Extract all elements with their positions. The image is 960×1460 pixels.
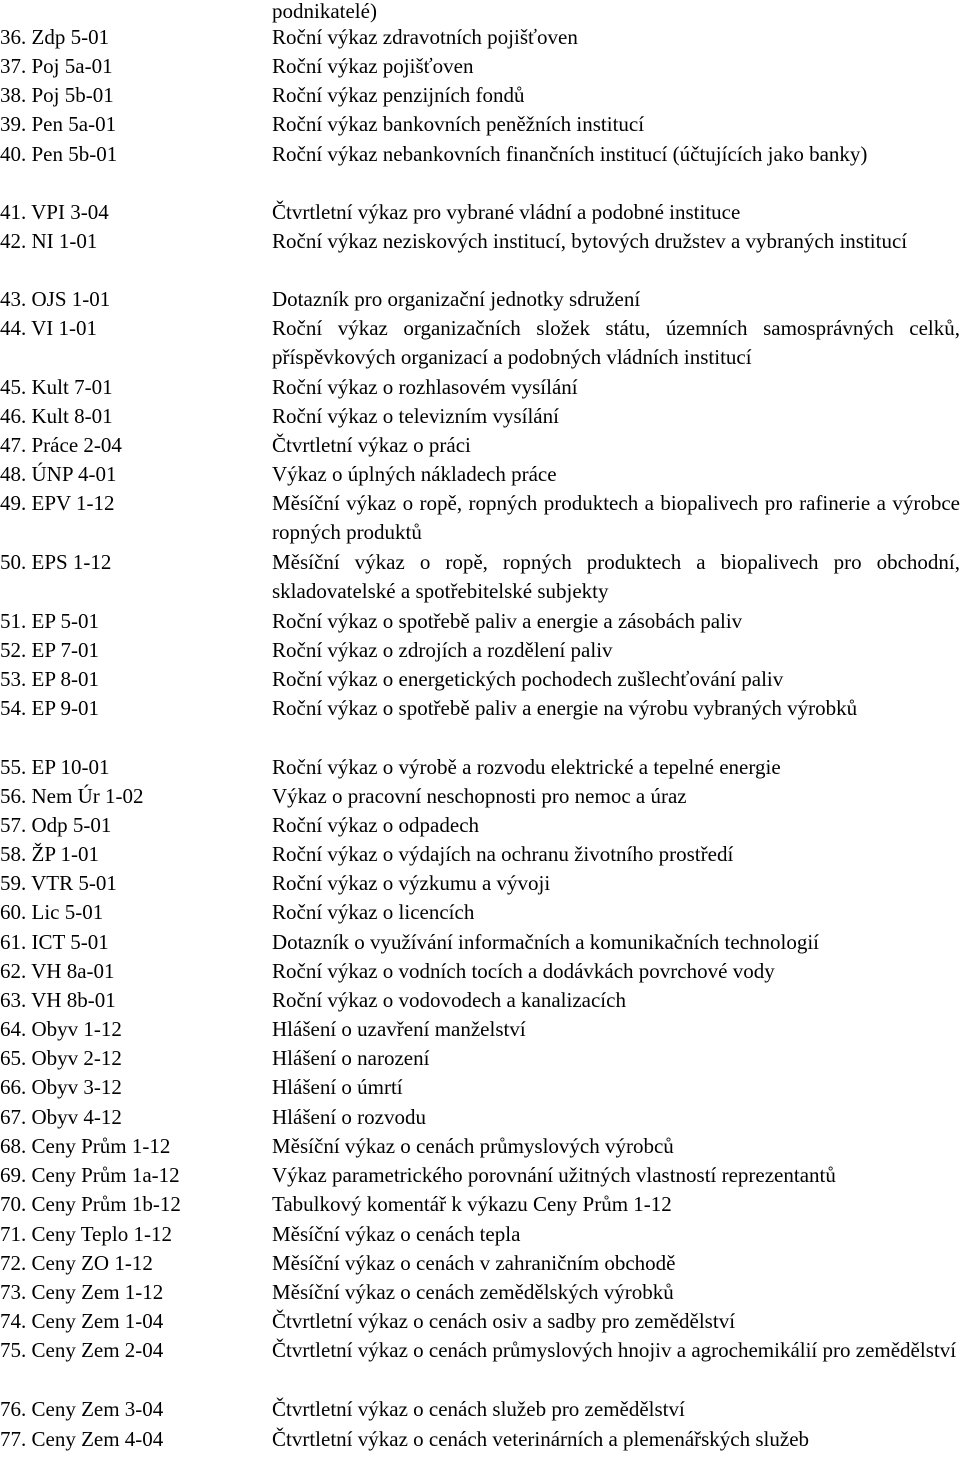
form-description: Měsíční výkaz o cenách v zahraničním obchodě — [272, 1251, 676, 1275]
form-code: 39. Pen 5a-01 — [0, 112, 117, 136]
form-code: 69. Ceny Prům 1a-12 — [0, 1163, 180, 1187]
form-code: 43. OJS 1-01 — [0, 287, 111, 311]
form-code: 36. Zdp 5-01 — [0, 25, 110, 49]
form-description: Roční výkaz o zdrojích a rozdělení paliv — [272, 638, 613, 662]
form-description: Roční výkaz o výrobě a rozvodu elektrické a tepelné energie — [272, 755, 781, 779]
form-description: Roční výkaz o spotřebě paliv a energie a zásobách paliv — [272, 609, 743, 633]
form-code: 61. ICT 5-01 — [0, 930, 109, 954]
form-description: Měsíční výkaz o cenách zemědělských výrobků — [272, 1280, 674, 1304]
form-code: 37. Poj 5a-01 — [0, 54, 113, 78]
form-code: 52. EP 7-01 — [0, 638, 99, 662]
form-description: Hlášení o narození — [272, 1046, 430, 1070]
form-description: Roční výkaz o rozhlasovém vysílání — [272, 375, 578, 399]
form-description: Čtvrtletní výkaz o cenách průmyslových hnojiv a agrochemikálií pro zemědělství — [272, 1338, 957, 1362]
form-code: 41. VPI 3-04 — [0, 200, 109, 224]
form-description: Roční výkaz pojišťoven — [272, 54, 474, 78]
form-code: 44. VI 1-01 — [0, 316, 98, 340]
form-code: 60. Lic 5-01 — [0, 900, 104, 924]
form-description: Roční výkaz bankovních peněžních institucí — [272, 112, 645, 136]
form-description: Měsíční výkaz o ropě, ropných produktech a biopalivech pro obchodní, skladovatelské a spotřebitelské subjekty — [272, 550, 960, 604]
form-code: 66. Obyv 3-12 — [0, 1075, 122, 1099]
continuation-text: podnikatelé) — [272, 0, 377, 23]
form-description: Roční výkaz neziskových institucí, bytových družstev a vybraných institucí — [272, 229, 908, 253]
form-description: Roční výkaz o licencích — [272, 900, 475, 924]
form-description: Výkaz o úplných nákladech práce — [272, 462, 557, 486]
form-description: Čtvrtletní výkaz o práci — [272, 433, 471, 457]
form-code: 48. ÚNP 4-01 — [0, 462, 117, 486]
form-description: Roční výkaz nebankovních finančních institucí (účtujících jako banky) — [272, 142, 868, 166]
form-description: Výkaz parametrického porovnání užitných vlastností reprezentantů — [272, 1163, 836, 1187]
form-description: Roční výkaz o výzkumu a vývoji — [272, 871, 551, 895]
form-code: 42. NI 1-01 — [0, 229, 98, 253]
form-code: 74. Ceny Zem 1-04 — [0, 1309, 164, 1333]
form-description: Dotazník o využívání informačních a komunikačních technologií — [272, 930, 820, 954]
form-code: 67. Obyv 4-12 — [0, 1105, 122, 1129]
form-description: Hlášení o rozvodu — [272, 1105, 426, 1129]
form-code: 68. Ceny Prům 1-12 — [0, 1134, 171, 1158]
form-code: 59. VTR 5-01 — [0, 871, 117, 895]
form-code: 73. Ceny Zem 1-12 — [0, 1280, 164, 1304]
form-description: Měsíční výkaz o cenách tepla — [272, 1222, 521, 1246]
form-description: Měsíční výkaz o ropě, ropných produktech a biopalivech pro rafinerie a výrobce ropných produktů — [272, 491, 960, 545]
form-code: 54. EP 9-01 — [0, 696, 99, 720]
form-description: Roční výkaz o výdajích na ochranu životního prostředí — [272, 842, 734, 866]
form-description: Čtvrtletní výkaz o cenách osiv a sadby pro zemědělství — [272, 1309, 736, 1333]
form-description: Roční výkaz o televizním vysílání — [272, 404, 559, 428]
form-code: 51. EP 5-01 — [0, 609, 99, 633]
form-code: 65. Obyv 2-12 — [0, 1046, 122, 1070]
form-code: 49. EPV 1-12 — [0, 491, 115, 515]
form-description: Hlášení o úmrtí — [272, 1075, 403, 1099]
form-code: 58. ŽP 1-01 — [0, 842, 99, 866]
form-code: 72. Ceny ZO 1-12 — [0, 1251, 153, 1275]
form-description: Dotazník pro organizační jednotky sdružení — [272, 287, 641, 311]
form-code: 63. VH 8b-01 — [0, 988, 116, 1012]
form-code: 70. Ceny Prům 1b-12 — [0, 1192, 181, 1216]
form-code: 46. Kult 8-01 — [0, 404, 113, 428]
form-code: 71. Ceny Teplo 1-12 — [0, 1222, 172, 1246]
form-code: 47. Práce 2-04 — [0, 433, 122, 457]
form-description: Měsíční výkaz o cenách průmyslových výrobců — [272, 1134, 674, 1158]
form-code: 53. EP 8-01 — [0, 667, 99, 691]
form-code: 40. Pen 5b-01 — [0, 142, 118, 166]
form-description: Roční výkaz o energetických pochodech zušlechťování paliv — [272, 667, 784, 691]
form-code: 62. VH 8a-01 — [0, 959, 115, 983]
form-code: 38. Poj 5b-01 — [0, 83, 114, 107]
form-description: Hlášení o uzavření manželství — [272, 1017, 526, 1041]
form-description: Roční výkaz o odpadech — [272, 813, 480, 837]
form-code: 55. EP 10-01 — [0, 755, 110, 779]
form-code: 75. Ceny Zem 2-04 — [0, 1338, 164, 1362]
form-description: Čtvrtletní výkaz o cenách veterinárních a plemenářských služeb — [272, 1427, 810, 1451]
form-code: 76. Ceny Zem 3-04 — [0, 1397, 164, 1421]
form-code: 77. Ceny Zem 4-04 — [0, 1427, 164, 1451]
form-code: 50. EPS 1-12 — [0, 550, 112, 574]
form-code: 64. Obyv 1-12 — [0, 1017, 122, 1041]
form-code: 56. Nem Úr 1-02 — [0, 784, 144, 808]
form-description: Roční výkaz organizačních složek státu, územních samosprávných celků, příspěvkových organizací a podobných vládních institucí — [272, 316, 960, 370]
form-description: Roční výkaz penzijních fondů — [272, 83, 525, 107]
form-description: Výkaz o pracovní neschopnosti pro nemoc a úraz — [272, 784, 687, 808]
form-description: Čtvrtletní výkaz o cenách služeb pro zemědělství — [272, 1397, 685, 1421]
form-code: 45. Kult 7-01 — [0, 375, 113, 399]
form-description: Tabulkový komentář k výkazu Ceny Prům 1-12 — [272, 1192, 672, 1216]
form-description: Roční výkaz o vodovodech a kanalizacích — [272, 988, 626, 1012]
form-description: Roční výkaz o vodních tocích a dodávkách povrchové vody — [272, 959, 775, 983]
form-code: 57. Odp 5-01 — [0, 813, 112, 837]
form-description: Čtvrtletní výkaz pro vybrané vládní a podobné instituce — [272, 200, 741, 224]
form-description: Roční výkaz zdravotních pojišťoven — [272, 25, 578, 49]
form-description: Roční výkaz o spotřebě paliv a energie na výrobu vybraných výrobků — [272, 696, 858, 720]
